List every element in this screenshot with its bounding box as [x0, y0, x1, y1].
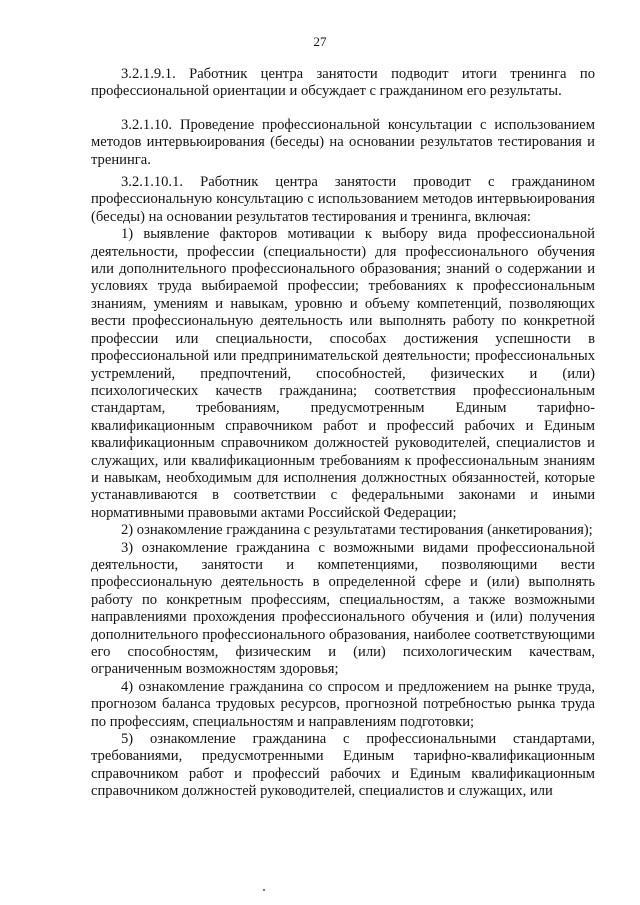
list-item-2: 2) ознакомление гражданина с результатами тестирования (анкетирования);	[121, 522, 593, 539]
paragraph-3-2-1-10-1: 3.2.1.10.1. Работник центра занятости проводит с гражданином профессиональную консультацию с использованием методов интервьюирования (беседы) на основании результатов тестирования и тренинга, включая:	[91, 174, 595, 225]
list-item-1: 1) выявление факторов мотивации к выбору вида профессиональной деятельности, профессии (специальности) для профессионального обучения или дополнительного профессионального образования; знаний о содержании и условиях труда выбираемой профессии; требованиях к профессиональным знаниям, умениям и навыкам, уровню и объему компетенций, позволяющих вести профессиональную деятельность или выполнять работу по конкретной профессии или специальности, способах достижения успешности в профессиональной или предпринимательской деятельности; профессиональных устремлений, предпочтений, способностей, физических и (или) психологических качеств гражданина; соответствия профессиональным стандартам, требованиям, предусмотренным Единым тарифно-квалификационным справочником работ и профессий рабочих и Единым квалификационным справочником должностей руководителей, специалистов и служащих, или квалификационным требованиям к профессиональным знаниям и навыкам, необходимым для исполнения должностных обязанностей, которые устанавливаются в соответствии с федеральными законами и иными нормативными правовыми актами Российской Федерации;	[91, 226, 595, 521]
scan-speck	[263, 889, 265, 891]
document-body	[91, 66, 595, 801]
list-item-3: 3) ознакомление гражданина с возможными видами профессиональной деятельности, занятости и компетенциями, позволяющими вести профессиональную деятельность в определенной сфере и (или) выполнять работу по конкретным профессиям, специальностям, а также возможными направлениями прохождения профессионального обучения и (или) получения дополнительного профессионального образования, наиболее соответствующими его способностям, физическим и (или) психологическим качествам, ограниченным возможностям здоровья;	[91, 539, 595, 678]
paragraph-3-2-1-9-1: 3.2.1.9.1. Работник центра занятости подводит итоги тренинга по профессиональной ориентации и обсуждает с гражданином его результаты.	[91, 66, 595, 100]
list-item-4: 4) ознакомление гражданина со спросом и предложением на рынке труда, прогнозом баланса трудовых ресурсов, прогнозной потребностью рынка труда по профессиям, специальностям и направлениям подготовки;	[91, 678, 595, 730]
page-number: 27	[313, 34, 327, 49]
paragraph-3-2-1-10: 3.2.1.10. Проведение профессиональной консультации с использованием методов интервьюирования (беседы) на основании результатов тестирования и тренинга.	[91, 116, 595, 168]
list-item-5: 5) ознакомление гражданина с профессиональными стандартами, требованиями, предусмотренными Единым тарифно-квалификационным справочником работ и профессий рабочих и Единым квалификационным справочником должностей руководителей, специалистов и служащих, или	[91, 731, 595, 800]
